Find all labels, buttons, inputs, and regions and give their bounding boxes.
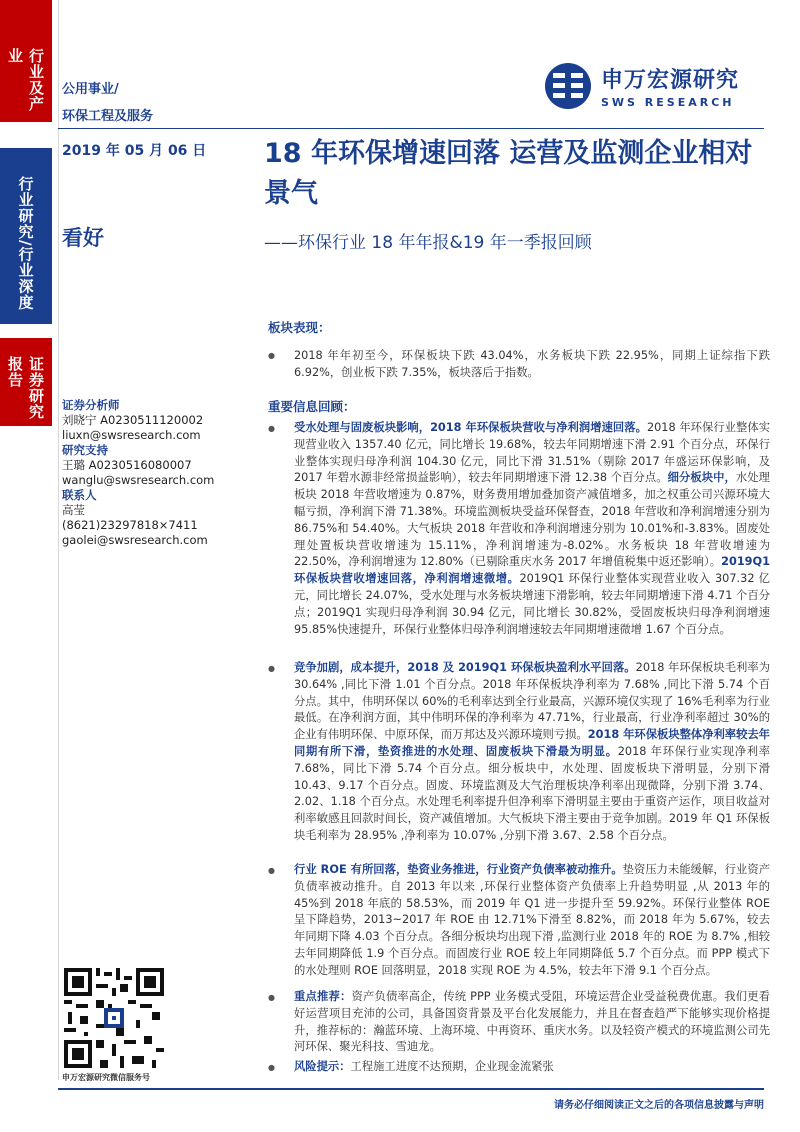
bullet-icon: ● bbox=[268, 1063, 275, 1072]
bullet-icon: ● bbox=[268, 993, 275, 1002]
sidebar-label-industry: 行业及产业 bbox=[6, 48, 45, 112]
contact-email[interactable]: gaolei@swsresearch.com bbox=[62, 533, 208, 547]
analyst-email[interactable]: wanglu@swsresearch.com bbox=[62, 473, 215, 487]
report-subtitle: ——环保行业 18 年年报&19 年一季报回顾 bbox=[264, 233, 592, 253]
paragraph-risk: 风险提示：工程施工进度不达预期，企业现金流紧张 bbox=[294, 1060, 554, 1073]
wechat-qr-code bbox=[64, 968, 164, 1068]
footer-disclaimer[interactable]: 请务必仔细阅读正文之后的各项信息披露与声明 bbox=[554, 1100, 764, 1111]
paragraph-revenue: 受水处理与固废板块影响，2018 年环保板块营收与净利润增速回落。2018 年环保行业整体实现营业收入 1357.40 亿元，同比增长 19.68%，较去年同期增速下滑 2.91 个百分点，环保行业整体实现归母净利润 104.30 亿元，同比下滑 31.51%（剔除 2017 年盛运环保影响，及 2017 年碧水源非经常损益影响），较去年同期增速下滑 12.38 个百分点。细分板块中，水处理板块 2018 年营收增速为 0.87%，财务费用增加叠加资产减值增多，加之权重公司兴源环境大幅亏损，净利润下滑 71.38%。环境监测板块受益环保督查，2018 年营收和净利润增速分别为 86.75%和 54.40%。大气板块 2018 年营收和净利润增速分别为 10.01%和-3.83%。固废处理处置板块营收增速为 15.11%，净利润增速为-8.02%。水务板块 18 年营收增速为 22.50%，净利润增速为 12.80%（已剔除重庆水务 2017 年增值税集中返还影响）。2019Q1 环保板块营收增速回落，净利润增速微增。2019Q1 环保行业整体实现营业收入 307.32 亿元，同比增长 24.07%，受水处理与水务板块增速下滑影响，较去年同期增速下滑 4.71 个百分点；2019Q1 实现归母净利润 30.94 亿元，同比增长 30.82%，受固废板块归母净利润增速 95.85%快速提升，环保行业整体归母净利润增速较去年同期增速微增 1.67 个百分点。 bbox=[294, 421, 770, 636]
bullet-icon: ● bbox=[268, 664, 275, 673]
sidebar-label-report: 证券研究报告 bbox=[6, 356, 45, 420]
section-title-review: 重要信息回顾： bbox=[268, 399, 356, 414]
left-divider bbox=[58, 0, 59, 1080]
rating: 看好 bbox=[62, 226, 104, 250]
analyst-email[interactable]: liuxn@swsresearch.com bbox=[62, 428, 201, 442]
industry-category: 公用事业/ 环保工程及服务 bbox=[62, 82, 154, 124]
header-rule bbox=[58, 128, 764, 129]
qr-caption: 申万宏源研究微信服务号 bbox=[62, 1073, 150, 1082]
paragraph-roe: 行业 ROE 有所回落，垫资业务推进，行业资产负债率被动推升。垫资压力未能缓解，行业资产负债率被动推升。自 2013 年以来 ,环保行业整体资产负债率上升趋势明显 ,从 2013 年的 45%到 2018 年底的 58.53%，而 2019 年 Q1 进一步提升至 59.92%。环保行业整体 ROE 呈下降趋势，2013~2017 年 ROE 由 12.71%下滑至 8.82%，而 2018 年为 5.67%，较去年同期下降 4.03 个百分点。各细分板块均出现下滑 ,监测行业 2018 年的 ROE 为 8.7% ,相较去年同期降低 1.9 个百分点。而固废行业 ROE 较上年同期降低 5.7 个百分点。而 PPP 模式下的水处理则 ROE 回落明显，2018 实现 ROE 为 4.5%，较去年下滑 9.1 个百分点。 bbox=[294, 863, 770, 977]
bullet-icon: ● bbox=[268, 351, 275, 360]
footer-rule bbox=[58, 1088, 764, 1090]
bullet-icon: ● bbox=[268, 424, 275, 433]
paragraph-performance: 2018 年年初至今，环保板块下跌 43.04%，水务板块下跌 22.95%，同期上证综指下跌 6.92%，创业板下跌 7.35%，板块落后于指数。 bbox=[294, 349, 770, 379]
bullet-icon: ● bbox=[268, 866, 275, 875]
analyst-info: 证券分析师 刘晓宁 A0230511120002 liuxn@swsresearch.com 研究支持 王璐 A0230516080007 wanglu@swsresearch.com 联系人 高莹 (8621)23297818×7411 gaolei@swsresearch.com bbox=[62, 398, 252, 548]
paragraph-recommendation: 重点推荐：资产负债率高企，传统 PPP 业务模式受阻，环境运营企业受益税费优惠。我们更看好运营项目充沛的公司，具备国资背景及平台化发展能力，并且在督查趋严下能够实现价格提升，推荐标的：瀚蓝环境、上海环境、中再资环、重庆水务。以及轻资产模式的环境监测公司先河环保、聚光科技、雪迪龙。 bbox=[294, 990, 770, 1054]
sws-logo bbox=[543, 58, 763, 114]
paragraph-margin: 竞争加剧，成本提升，2018 及 2019Q1 环保板块盈利水平回落。2018 年环保板块毛利率为 30.64% ,同比下滑 1.01 个百分点。2018 年环保板块净利率为 7.68% ,同比下滑 5.74 个百分点。其中，伟明环保以 60%的毛利率达到全行业最高，兴源环境仅实现了 16%毛利率为行业最低。在净利润方面，其中伟明环保的净利率为 47.71%，行业最高，行业净利率超过 30%的企业有伟明环保、中原环保，而万邦达及兴源环境则亏损。2018 年环保板块整体净利率较去年同期有所下滑，垫资推进的水处理、固废板块下滑最为明显。2018 年环保行业实现净利率 7.68%，同比下滑 5.74 个百分点。细分板块中，水处理、固废板块下滑明显，分别下滑 10.43、9.17 个百分点。固废、环境监测及大气治理板块净利率出现微降，分别下滑 3.74、2.02、1.18 个百分点。水处理毛利率提升但净利率下滑明显主要由于重资产运作，项目收益对利率敏感且回款时间长，资产减值增加。大气板块下滑主要由于竞争加剧。2019 年 Q1 环保板块毛利率为 28.95% ,净利率为 10.07% ,分别下滑 3.67、2.58 个百分点。 bbox=[294, 661, 770, 842]
logo-english: SWS RESEARCH bbox=[601, 96, 735, 109]
section-title-performance: 板块表现： bbox=[268, 320, 331, 335]
report-title: 18 年环保增速回落 运营及监测企业相对景气 bbox=[264, 138, 753, 209]
sws-logo-icon bbox=[543, 61, 593, 111]
report-date: 2019 年 05 月 06 日 bbox=[62, 143, 207, 159]
sidebar-label-research: 行业研究/行业深度 bbox=[16, 176, 35, 311]
logo-chinese: 申万宏源研究 bbox=[601, 68, 740, 93]
